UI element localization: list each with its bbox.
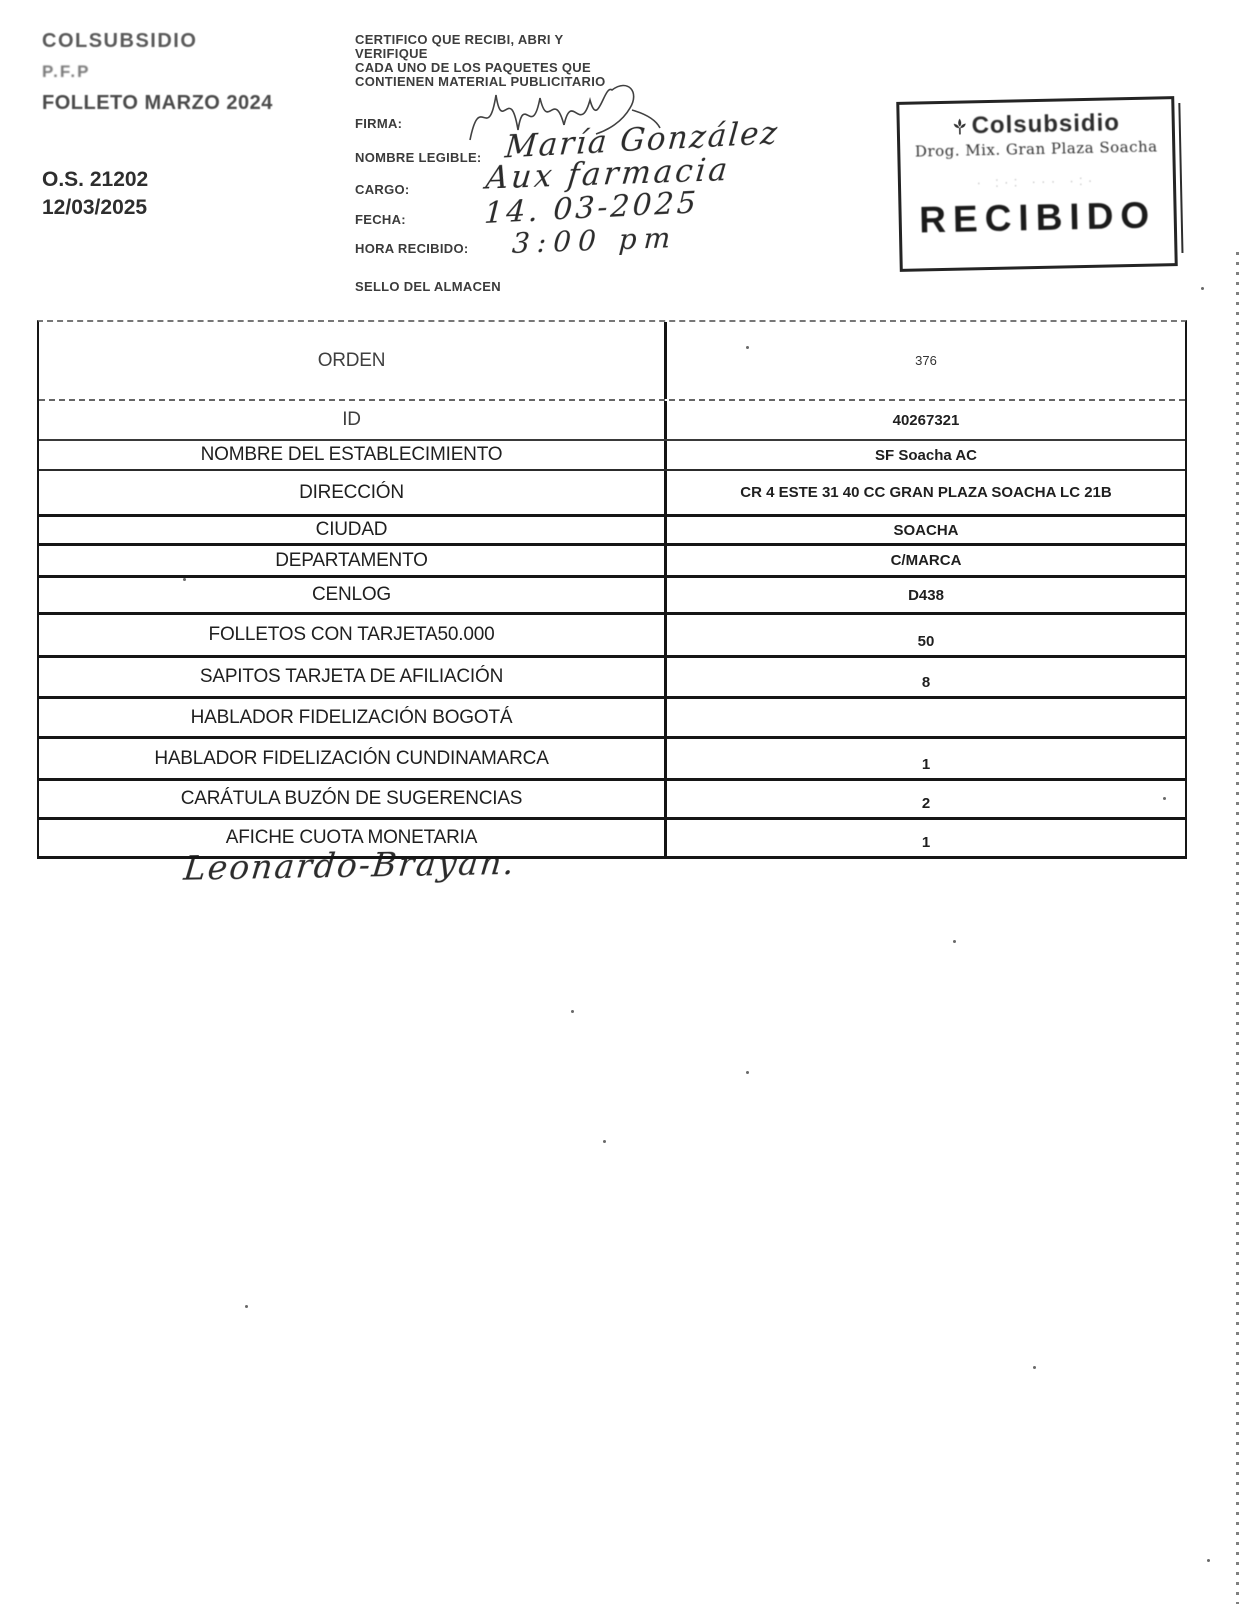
- cargo-label: CARGO:: [355, 182, 410, 197]
- row-label: CIUDAD: [39, 517, 667, 543]
- firma-label: FIRMA:: [355, 116, 403, 131]
- row-label: SAPITOS TARJETA DE AFILIACIÓN: [39, 658, 667, 696]
- table-row: [39, 441, 1185, 471]
- row-value: 1: [921, 834, 931, 851]
- header-left-block: [42, 30, 342, 115]
- row-value: 2: [921, 795, 931, 812]
- company-name: COLSUBSIDIO: [42, 30, 198, 52]
- row-label: DEPARTAMENTO: [39, 546, 667, 575]
- scan-speck: [1033, 1366, 1036, 1369]
- certification-line: CADA UNO DE LOS PAQUETES QUE: [355, 60, 591, 75]
- scan-speck: [1163, 797, 1166, 800]
- certification-line: CONTIENEN MATERIAL PUBLICITARIO: [355, 74, 606, 89]
- scan-speck: [746, 346, 749, 349]
- table-row: [39, 401, 1185, 441]
- row-value: CR 4 ESTE 31 40 CC GRAN PLAZA SOACHA LC 21B: [740, 484, 1112, 501]
- row-label: DIRECCIÓN: [39, 471, 667, 514]
- table-row: [39, 699, 1185, 739]
- table-row: [39, 546, 1185, 578]
- nombre-legible-label: NOMBRE LEGIBLE:: [355, 150, 482, 165]
- warehouse-stamp: [896, 96, 1177, 272]
- row-label: FOLLETOS CON TARJETA50.000: [39, 615, 667, 655]
- table-row: [39, 471, 1185, 517]
- scan-speck: [953, 940, 956, 943]
- stamp-recibido-text: RECIBIDO: [918, 194, 1157, 241]
- sello-almacen-label: SELLO DEL ALMACEN: [355, 279, 501, 294]
- row-label: ORDEN: [39, 322, 667, 399]
- handwritten-nombre-legible: María González: [503, 114, 781, 166]
- scan-speck: [183, 578, 186, 581]
- row-value: D438: [908, 586, 944, 604]
- row-value: C/MARCA: [890, 552, 962, 569]
- row-label: CARÁTULA BUZÓN DE SUGERENCIAS: [39, 781, 667, 817]
- fecha-label: FECHA:: [355, 212, 406, 227]
- row-label: ID: [39, 401, 667, 439]
- row-value: SOACHA: [893, 521, 959, 539]
- handwritten-fecha: 14. 03-2025: [483, 185, 700, 232]
- row-label: HABLADOR FIDELIZACIÓN BOGOTÁ: [39, 699, 667, 736]
- row-label: AFICHE CUOTA MONETARIA: [39, 820, 667, 856]
- program-code: P.F.P: [42, 62, 91, 81]
- scan-speck: [603, 1140, 606, 1143]
- scan-speck: [1207, 1559, 1210, 1562]
- campaign-title: FOLLETO MARZO 2024: [42, 92, 273, 114]
- certification-line: VERIFIQUE: [355, 46, 428, 61]
- order-service-number: O.S. 21202: [42, 168, 149, 191]
- stamp-brand-text: Colsubsidio: [971, 109, 1121, 140]
- row-value: 50: [917, 633, 935, 650]
- scan-speck: [571, 1010, 574, 1013]
- colsubsidio-logo-icon: [951, 117, 967, 135]
- row-value: 1: [921, 756, 931, 773]
- row-value: [667, 699, 1185, 736]
- table-row: [39, 322, 1185, 401]
- scan-speck: [746, 1071, 749, 1074]
- row-label: NOMBRE DEL ESTABLECIMIENTO: [39, 441, 667, 469]
- table-row: [39, 517, 1185, 546]
- table-row: [39, 578, 1185, 615]
- scan-speck: [1201, 287, 1204, 290]
- table-row: [39, 658, 1185, 699]
- hora-recibido-label: HORA RECIBIDO:: [355, 241, 469, 256]
- stamp-location-text: Drog. Mix. Gran Plaza Soacha: [914, 137, 1158, 161]
- table-row: [39, 781, 1185, 820]
- scan-speck: [245, 1305, 248, 1308]
- certification-line: CERTIFICO QUE RECIBI, ABRI Y: [355, 32, 564, 47]
- handwritten-hora-recibido: 3:00 pm: [511, 221, 679, 260]
- row-value: 376: [915, 353, 937, 368]
- scan-edge-artifact: [1236, 252, 1239, 1604]
- handwritten-cargo: Aux farmacia: [484, 151, 732, 197]
- row-value: SF Soacha AC: [875, 446, 977, 464]
- table-row: [39, 615, 1185, 658]
- row-label: CENLOG: [39, 578, 667, 612]
- table-row: [39, 739, 1185, 781]
- handwritten-note: Leonardo-Brayan.: [181, 843, 518, 888]
- row-value: 40267321: [892, 411, 960, 429]
- delivery-detail-table: [37, 320, 1187, 859]
- order-service-date: 12/03/2025: [42, 196, 148, 219]
- row-value: 8: [921, 674, 931, 691]
- row-label: HABLADOR FIDELIZACIÓN CUNDINAMARCA: [39, 739, 667, 778]
- table-row: [39, 820, 1185, 859]
- stamp-faint-line: · :·: ··· ·:·: [976, 171, 1098, 191]
